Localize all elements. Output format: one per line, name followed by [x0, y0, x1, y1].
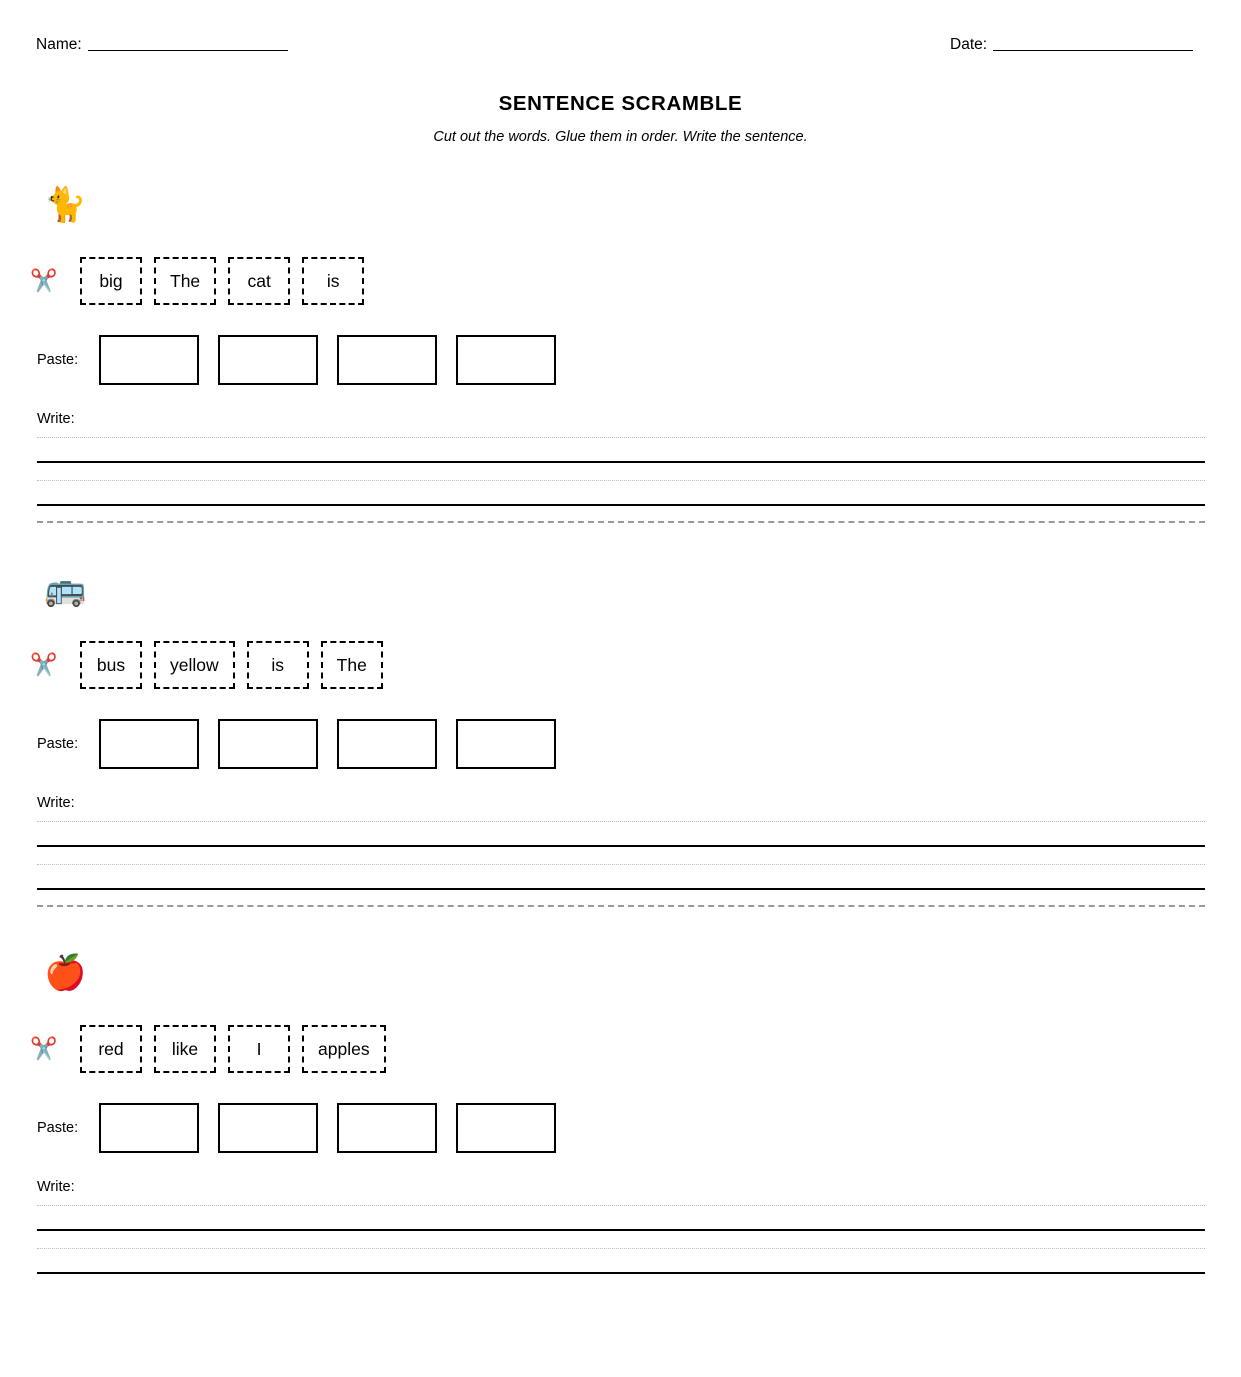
- dotted-guide-line: [37, 480, 1205, 481]
- solid-base-line: [37, 1229, 1205, 1231]
- cat-emoji: 🐈: [44, 186, 87, 224]
- page-subtitle: Cut out the words. Glue them in order. Write the sentence.: [433, 129, 808, 145]
- writing-line[interactable]: [37, 1248, 1205, 1291]
- writing-line[interactable]: [37, 480, 1205, 523]
- section-separator: [37, 905, 1205, 907]
- paste-box-group: [99, 719, 575, 769]
- writing-line[interactable]: [37, 437, 1205, 480]
- dotted-guide-line: [37, 1248, 1205, 1249]
- cut-row: [0, 1023, 398, 1075]
- writing-line[interactable]: [37, 821, 1205, 864]
- word-card[interactable]: apples: [302, 1025, 386, 1073]
- word-card[interactable]: is: [302, 257, 364, 305]
- scissors-icon: ✂️: [30, 652, 58, 677]
- page-title: SENTENCE SCRAMBLE: [498, 92, 743, 115]
- writing-lines[interactable]: [37, 1205, 1205, 1291]
- bus-emoji: 🚌: [44, 570, 87, 608]
- solid-base-line: [37, 845, 1205, 847]
- word-card[interactable]: big: [80, 257, 142, 305]
- dotted-guide-line: [37, 437, 1205, 438]
- paste-box[interactable]: [337, 719, 437, 769]
- paste-box[interactable]: [456, 1103, 556, 1153]
- paste-box[interactable]: [218, 335, 318, 385]
- paste-box-group: [99, 335, 575, 385]
- cut-row: [0, 639, 395, 691]
- solid-base-line: [37, 888, 1205, 890]
- cut-row: [0, 255, 376, 307]
- writing-lines[interactable]: [37, 821, 1205, 907]
- solid-base-line: [37, 504, 1205, 506]
- paste-box[interactable]: [456, 335, 556, 385]
- paste-box-group: [99, 1103, 575, 1153]
- date-label: Date:: [950, 36, 988, 53]
- paste-label: Paste:: [37, 352, 79, 368]
- paste-box[interactable]: [337, 1103, 437, 1153]
- word-card[interactable]: is: [247, 641, 309, 689]
- word-card[interactable]: bus: [80, 641, 142, 689]
- paste-box[interactable]: [218, 1103, 318, 1153]
- word-card-strip: [80, 641, 395, 689]
- write-label: Write:: [37, 795, 75, 811]
- word-card[interactable]: yellow: [154, 641, 235, 689]
- date-write-rule[interactable]: [993, 50, 1193, 51]
- word-card[interactable]: The: [321, 641, 383, 689]
- write-label: Write:: [37, 1179, 75, 1195]
- date-field[interactable]: [950, 36, 1193, 54]
- name-write-rule[interactable]: [88, 50, 288, 51]
- solid-base-line: [37, 461, 1205, 463]
- section-separator: [37, 521, 1205, 523]
- student-info-row: [0, 36, 1241, 62]
- paste-box[interactable]: [337, 335, 437, 385]
- name-label: Name:: [36, 36, 82, 53]
- name-field[interactable]: [36, 36, 288, 54]
- writing-lines[interactable]: [37, 437, 1205, 523]
- paste-label: Paste:: [37, 1120, 79, 1136]
- scissors-icon: ✂️: [30, 268, 58, 293]
- word-card-strip: [80, 257, 376, 305]
- paste-label: Paste:: [37, 736, 79, 752]
- word-card[interactable]: red: [80, 1025, 142, 1073]
- dotted-guide-line: [37, 1205, 1205, 1206]
- scissors-icon: ✂️: [30, 1036, 58, 1061]
- word-card-strip: [80, 1025, 398, 1073]
- paste-box[interactable]: [99, 335, 199, 385]
- word-card[interactable]: like: [154, 1025, 216, 1073]
- paste-row: [0, 333, 575, 387]
- write-label: Write:: [37, 411, 75, 427]
- writing-line[interactable]: [37, 864, 1205, 907]
- word-card[interactable]: The: [154, 257, 216, 305]
- dotted-guide-line: [37, 864, 1205, 865]
- paste-box[interactable]: [218, 719, 318, 769]
- paste-row: [0, 717, 575, 771]
- paste-box[interactable]: [456, 719, 556, 769]
- word-card[interactable]: cat: [228, 257, 290, 305]
- word-card[interactable]: I: [228, 1025, 290, 1073]
- solid-base-line: [37, 1272, 1205, 1274]
- paste-row: [0, 1101, 575, 1155]
- paste-box[interactable]: [99, 719, 199, 769]
- apple-emoji: 🍎: [44, 954, 87, 992]
- dotted-guide-line: [37, 821, 1205, 822]
- paste-box[interactable]: [99, 1103, 199, 1153]
- writing-line[interactable]: [37, 1205, 1205, 1248]
